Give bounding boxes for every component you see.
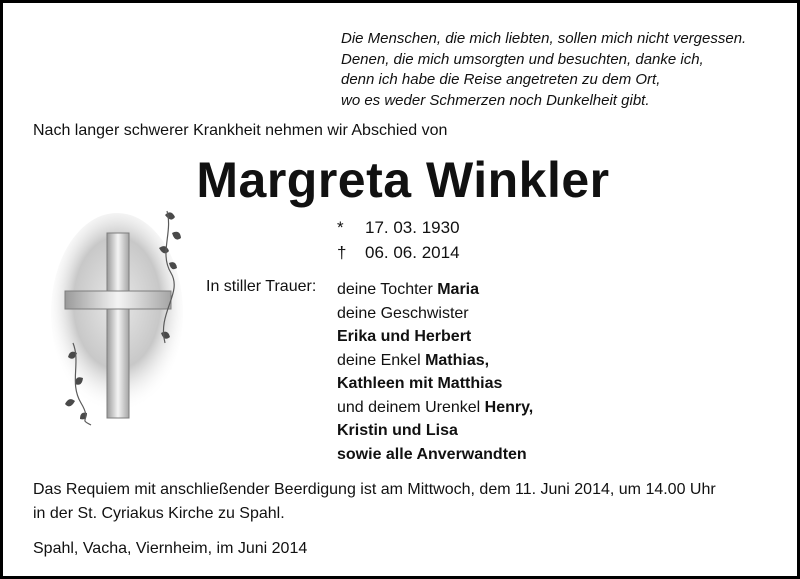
mourner-name: Henry, <box>484 398 534 416</box>
birth-date: 17. 03. 1930 <box>365 218 460 237</box>
mourner-line <box>337 419 533 443</box>
mourners-list <box>337 278 533 466</box>
funeral-line: Das Requiem mit anschließender Beerdigung ist am Mittwoch, dem 11. Juni 2014, um 14.00 Uhr <box>33 481 716 498</box>
poem-line: wo es weder Schmerzen noch Dunkelheit gibt. <box>341 91 650 109</box>
birth-row <box>337 215 460 240</box>
mourner-name: Mathias, <box>425 351 490 369</box>
death-row <box>337 240 460 265</box>
mourner-line <box>337 396 533 420</box>
mourner-line <box>337 325 533 349</box>
birth-symbol: * <box>337 218 344 237</box>
cross-with-ivy-icon <box>47 203 187 433</box>
mourner-text: deine Enkel <box>337 351 426 369</box>
intro-text: Nach langer schwerer Krankheit nehmen wir Abschied von <box>33 122 448 139</box>
poem-line: Denen, die mich umsorgten und besuchten, danke ich, <box>341 50 704 68</box>
mourner-text: deine Geschwister <box>337 304 469 322</box>
poem-line: denn ich habe die Reise angetreten zu dem Ort, <box>341 71 661 88</box>
life-dates <box>337 215 460 265</box>
mourner-name: sowie alle Anverwandten <box>337 445 527 463</box>
death-date: 06. 06. 2014 <box>365 243 460 262</box>
poem-line: Die Menschen, die mich liebten, sollen mich nicht vergessen. <box>341 30 747 47</box>
poem <box>341 29 781 111</box>
mourner-line <box>337 302 533 326</box>
mourner-line <box>337 372 533 396</box>
mourner-text: deine Tochter <box>337 281 438 298</box>
mourner-name: Maria <box>437 281 480 298</box>
deceased-name: Margreta Winkler <box>196 152 610 208</box>
funeral-line: in der St. Cyriakus Kirche zu Spahl. <box>33 504 285 522</box>
mourner-name: Kristin und Lisa <box>337 422 458 439</box>
mourner-line <box>337 349 533 373</box>
mourners-label: In stiller Trauer: <box>206 278 317 295</box>
mourner-name: Erika und Herbert <box>337 328 472 345</box>
mourner-name: Kathleen mit Matthias <box>337 375 503 392</box>
mourner-line <box>337 278 533 302</box>
funeral-notice <box>33 478 716 525</box>
death-symbol: † <box>337 243 347 262</box>
mourner-text: und deinem Urenkel <box>337 398 485 416</box>
place-date: Spahl, Vacha, Viernheim, im Juni 2014 <box>33 540 308 557</box>
mourner-line <box>337 443 533 467</box>
